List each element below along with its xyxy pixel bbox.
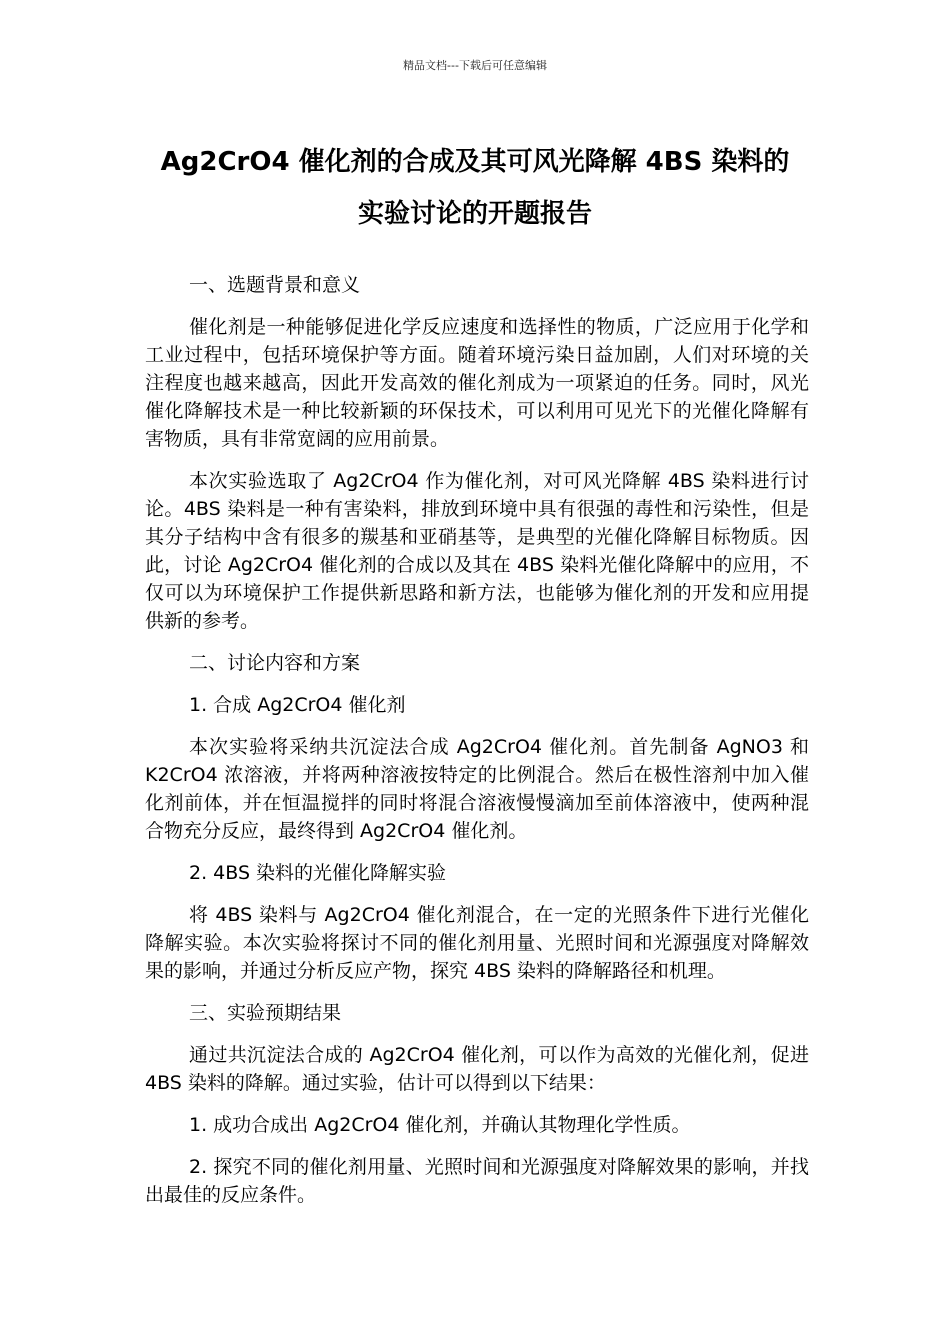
section-3-intro: 通过共沉淀法合成的 Ag2CrO4 催化剂，可以作为高效的光催化剂，促进 4BS 染料的降解。通过实验，估计可以得到以下结果： [145,1044,809,1094]
section-3-item-1: 1. 成功合成出 Ag2CrO4 催化剂，并确认其物理化学性质。 [189,1114,691,1136]
section-2-sub-2-text: 将 4BS 染料与 Ag2CrO4 催化剂混合，在一定的光照条件下进行光催化降解实验。本次实验将探讨不同的催化剂用量、光照时间和光源强度对降解效果的影响，并通过分析反应产物，探究 4BS 染料的降解路径和机理。 [145,904,809,982]
section-1-paragraph-2: 本次实验选取了 Ag2CrO4 作为催化剂，对可风光降解 4BS 染料进行讨论。4BS 染料是一种有害染料，排放到环境中具有很强的毒性和污染性，但是其分子结构中含有很多的羰基和亚硝基等，是典型的光催化降解目标物质。因此，讨论 Ag2CrO4 催化剂的合成以及其在 4BS 染料光催化降解中的应用，不仅可以为环境保护工作提供新思路和新方法，也能够为催化剂的开发和应用提供新的参考。 [145,470,809,632]
section-2-heading: 二、讨论内容和方案 [189,652,361,674]
title-line-2: 实验讨论的开题报告 [357,199,592,229]
header-note: 精品文档---下载后可任意编辑 [403,59,547,72]
section-2-sub-2-heading: 2. 4BS 染料的光催化降解实验 [189,862,447,884]
section-2-sub-1-heading: 1. 合成 Ag2CrO4 催化剂 [189,694,406,716]
document-title [130,136,820,240]
document-body [145,271,809,1223]
section-1-paragraph-1: 催化剂是一种能够促进化学反应速度和选择性的物质，广泛应用于化学和工业过程中，包括环境保护等方面。随着环境污染日益加剧，人们对环境的关注程度也越来越高，因此开发高效的催化剂成为一项紧迫的任务。同时，风光催化降解技术是一种比较新颖的环保技术，可以利用可见光下的光催化降解有害物质，具有非常宽阔的应用前景。 [145,316,809,450]
section-3-item-2: 2. 探究不同的催化剂用量、光照时间和光源强度对降解效果的影响，并找出最佳的反应条件。 [145,1156,809,1206]
section-3-heading: 三、实验预期结果 [189,1002,342,1024]
title-line-1: Ag2CrO4 催化剂的合成及其可风光降解 4BS 染料的 [160,147,790,177]
section-1-heading: 一、选题背景和意义 [189,274,361,296]
section-2-sub-1-text: 本次实验将采纳共沉淀法合成 Ag2CrO4 催化剂。首先制备 AgNO3 和 K2CrO4 浓溶液，并将两种溶液按特定的比例混合。然后在极性溶剂中加入催化剂前体，并在恒温搅拌的同时将混合溶液慢慢滴加至前体溶液中，使两种混合物充分反应，最终得到 Ag2CrO4 催化剂。 [145,736,809,842]
